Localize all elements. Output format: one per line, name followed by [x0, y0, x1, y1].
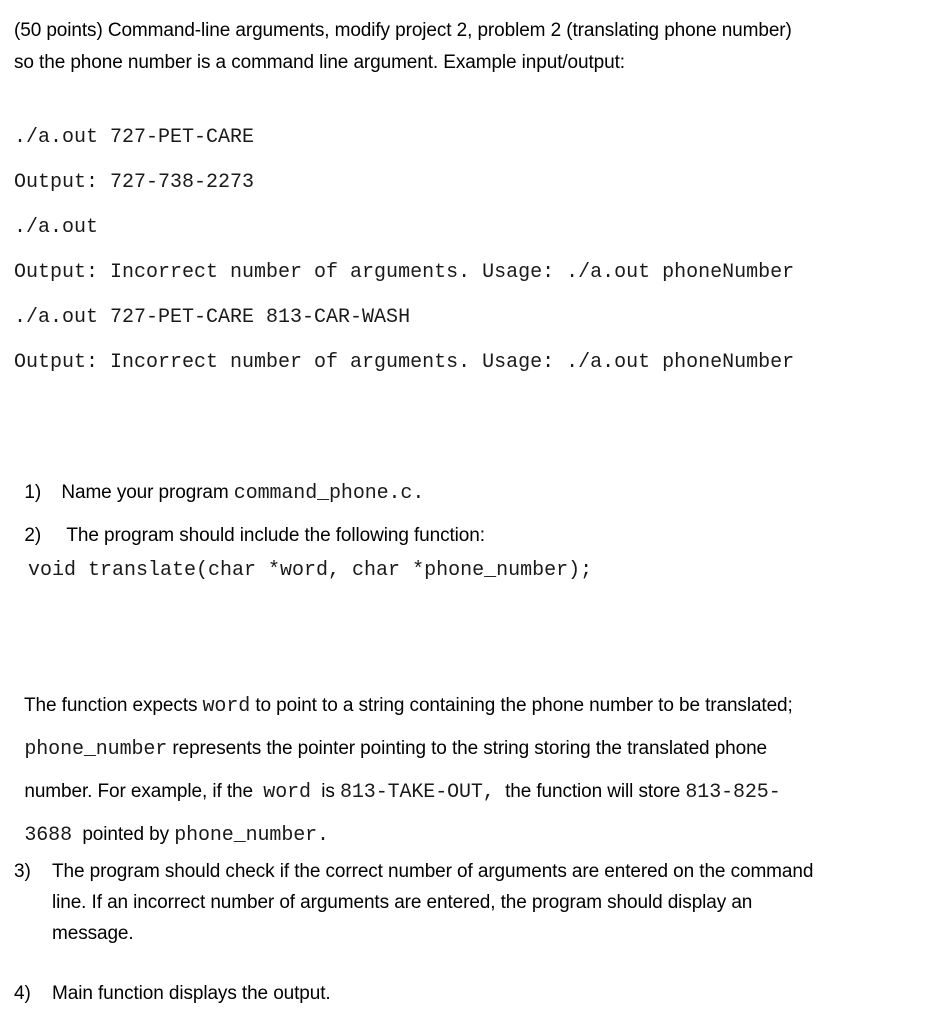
description-text: the function will store	[505, 781, 681, 802]
description-line-2	[14, 716, 767, 761]
code-example-output: 813-825-	[685, 781, 781, 804]
item-3-line-3: message.	[52, 923, 134, 944]
description-text: to point to a string containing the phone number to be translated;	[255, 695, 793, 716]
item-4-text: Main function displays the output.	[52, 983, 331, 1004]
example-line-6: Output: Incorrect number of arguments. Usage: ./a.out phoneNumber	[14, 351, 795, 374]
intro-line-2: so the phone number is a command line argument. Example input/output:	[14, 52, 625, 73]
item-3-line-2: line. If an incorrect number of arguments are entered, the program should display an	[52, 892, 753, 913]
code-phone-number: phone_number.	[174, 824, 329, 847]
example-line-1: ./a.out 727-PET-CARE	[14, 126, 255, 149]
description-line-1	[14, 673, 793, 718]
description-text: The function expects	[24, 695, 198, 716]
item-2	[14, 503, 485, 547]
example-line-5: ./a.out 727-PET-CARE 813-CAR-WASH	[14, 306, 411, 329]
code-example-output-end: 3688	[24, 824, 72, 847]
description-line-3	[14, 759, 781, 804]
intro-line-1: (50 points) Command-line arguments, modify project 2, problem 2 (translating phone number)	[14, 20, 792, 41]
code-example-input: 813-TAKE-OUT,	[339, 781, 495, 804]
example-line-3: ./a.out	[14, 216, 99, 239]
item-1-filename: command_phone.c.	[233, 482, 425, 505]
description-text: number. For example, if the	[24, 781, 253, 802]
item-3-line-1: The program should check if the correct number of arguments are entered on the command	[52, 861, 814, 882]
description-line-4	[14, 802, 329, 847]
description-text: pointed by	[82, 824, 170, 845]
description-text: is	[321, 781, 335, 802]
function-prototype: void translate(char *word, char *phone_number);	[28, 559, 593, 582]
item-1-text: Name your program	[61, 482, 229, 503]
code-word: word	[263, 781, 311, 804]
item-2-number: 2)	[24, 525, 42, 546]
code-phone-number: phone_number	[24, 738, 168, 761]
item-1-number: 1)	[24, 482, 42, 503]
example-line-4: Output: Incorrect number of arguments. Usage: ./a.out phoneNumber	[14, 261, 795, 284]
item-4-number: 4)	[14, 983, 31, 1004]
item-3-number: 3)	[14, 861, 31, 882]
code-word: word	[202, 695, 251, 718]
item-1	[14, 460, 424, 505]
description-text: represents the pointer pointing to the string storing the translated phone	[172, 738, 768, 759]
item-2-text: The program should include the following function:	[66, 525, 485, 546]
example-line-2: Output: 727-738-2273	[14, 171, 255, 194]
